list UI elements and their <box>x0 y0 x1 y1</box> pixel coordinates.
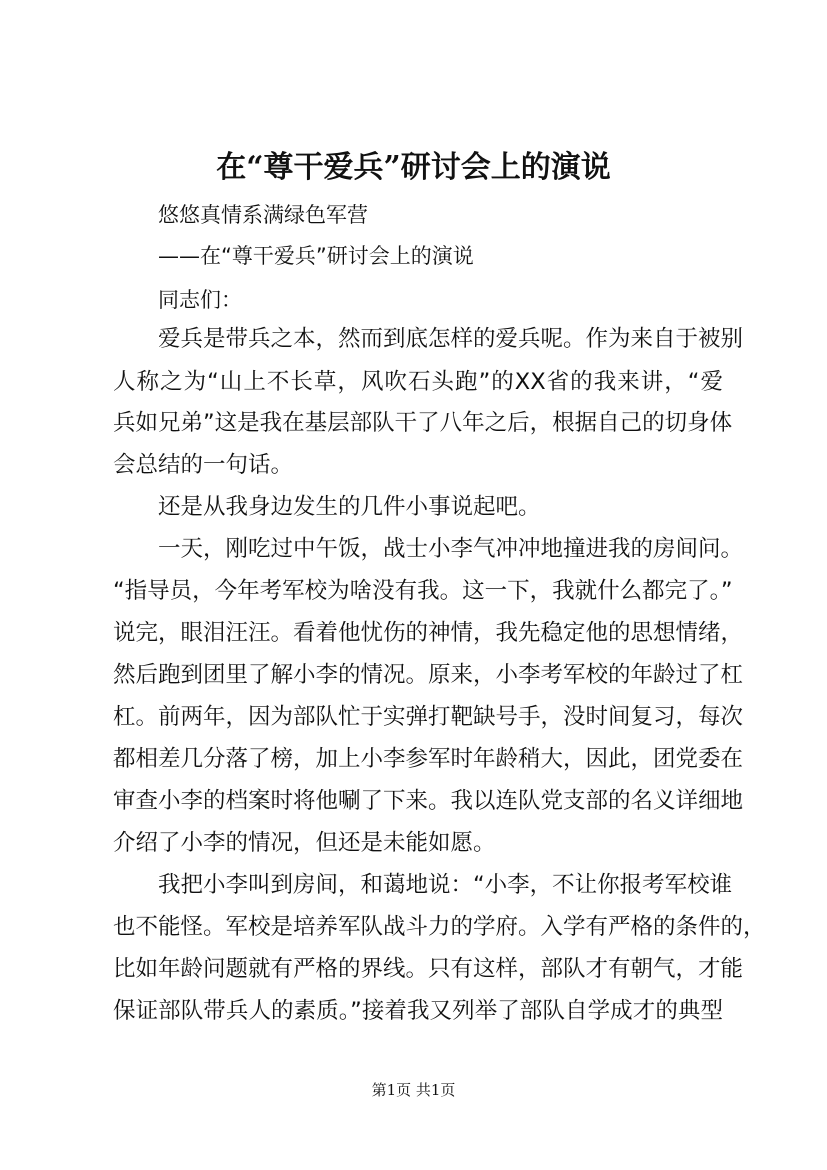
paragraph-line: 保证部队带兵人的素质。”接着我又列举了部队自学成才的典型 <box>113 998 723 1024</box>
salutation: 同志们： <box>158 288 242 312</box>
paragraph-line: 人称之为“山上不长草，风吹石头跑”的XX省的我来讲，“爱 <box>113 369 723 395</box>
paragraph-line: 也不能怪。军校是培养军队战斗力的学府。入学有严格的条件的， <box>113 914 766 940</box>
paragraph-line: 审查小李的档案时将他唰了下来。我以连队党支部的名义详细地 <box>113 788 744 814</box>
paragraph-line: 我把小李叫到房间，和蔼地说：“小李，不让你报考军校谁 <box>158 872 733 898</box>
subtitle-secondary: ——在“尊干爱兵”研讨会上的演说 <box>158 244 474 268</box>
subtitle: 悠悠真情系满绿色军营 <box>158 203 368 227</box>
paragraph-line: “指导员，今年考军校为啥没有我。这一下，我就什么都完了。” <box>113 578 733 604</box>
paragraph-line: 爱兵是带兵之本，然而到底怎样的爱兵呢。作为来自于被别 <box>158 326 744 352</box>
paragraph-line: 比如年龄问题就有严格的界线。只有这样，部队才有朝气，才能 <box>113 956 744 982</box>
page-number: 第1页 共1页 <box>371 1081 456 1099</box>
paragraph-line: 都相差几分落了榜，加上小李参军时年龄稍大，因此，团党委在 <box>113 746 744 772</box>
document-title: 在“尊干爱兵”研讨会上的演说 <box>216 150 611 185</box>
paragraph-line: 杠。前两年，因为部队忙于实弹打靶缺号手，没时间复习，每次 <box>113 704 744 730</box>
paragraph-line: 还是从我身边发生的几件小事说起吧。 <box>158 494 541 520</box>
paragraph-line: 兵如兄弟”这是我在基层部队干了八年之后，根据自己的切身体 <box>113 410 733 436</box>
paragraph-line: 会总结的一句话。 <box>113 452 294 478</box>
paragraph-line: 说完，眼泪汪汪。看着他忧伤的神情，我先稳定他的思想情绪， <box>113 620 744 646</box>
paragraph-line: 然后跑到团里了解小李的情况。原来，小李考军校的年龄过了杠 <box>113 662 744 688</box>
paragraph-line: 一天，刚吃过中午饭，战士小李气冲冲地撞进我的房间问。 <box>158 536 744 562</box>
paragraph-line: 介绍了小李的情况，但还是未能如愿。 <box>113 830 496 856</box>
